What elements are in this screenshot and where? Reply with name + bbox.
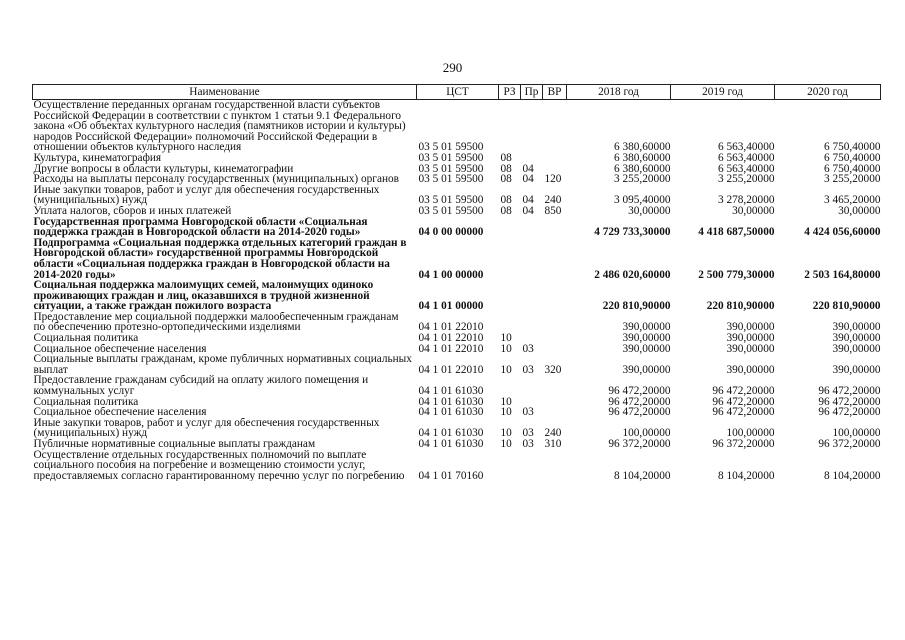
row-value-2019: 96 472,20000 — [712, 385, 775, 397]
row-vr — [543, 280, 567, 312]
row-value-2020: 96 472,20000 — [818, 407, 881, 418]
row-value-2020: 8 104,20000 — [824, 469, 881, 482]
table-row — [33, 407, 881, 418]
row-value-2018: 6 380,60000 — [614, 152, 671, 164]
row-cst: 03 5 01 59500 — [418, 152, 484, 164]
row-name: Осуществление отдельных государственных полномочий по выплате социального пособия на погребение и возмещению стоимости услуг, предоставляемых согласно гарантированному перечню услуг по погребению — [33, 449, 405, 482]
row-name: Социальная политика — [33, 396, 139, 408]
row-value-2020: 4 424 056,60000 — [804, 226, 881, 238]
row-vr — [543, 100, 567, 153]
row-cst: 03 5 01 59500 — [418, 163, 484, 175]
row-cst: 04 1 01 61030 — [418, 407, 484, 418]
table-row — [33, 397, 881, 408]
table-row — [33, 375, 881, 396]
row-pr — [521, 450, 543, 482]
row-name: Осуществление переданных органам государственной власти субъектов Российской Федерации в соответствии с пунктом 1 статьи 9.1 Федерального закона «Об объектах культурного наследия (памятников истории и культуры) народов Российской Федерации» полномочий Российской Федерации в отношении объектов культурного наследия — [33, 99, 406, 153]
budget-table — [32, 84, 881, 481]
row-rz: 10 — [500, 363, 512, 376]
row-value-2019: 390,00000 — [726, 333, 775, 344]
table-row — [33, 439, 881, 450]
row-value-2020: 3 465,20000 — [824, 194, 881, 206]
table-row — [33, 164, 881, 175]
row-value-2019: 96 472,20000 — [712, 407, 775, 418]
row-value-2018: 6 380,60000 — [614, 141, 671, 153]
row-vr — [543, 450, 567, 482]
row-rz — [499, 238, 521, 280]
row-cst: 04 1 00 00000 — [418, 268, 484, 281]
header-name: Наименование — [33, 85, 417, 100]
row-vr — [543, 397, 567, 408]
table-body — [33, 100, 881, 482]
table-row — [33, 153, 881, 164]
row-name: Расходы на выплаты персоналу государственных (муниципальных) органов — [33, 174, 399, 185]
row-rz: 10 — [500, 439, 512, 450]
header-2019: 2019 год — [671, 85, 775, 100]
row-rz: 08 — [500, 163, 512, 175]
row-pr: 04 — [522, 205, 534, 217]
row-name: Социальное обеспечение населения — [33, 343, 207, 355]
row-value-2020: 96 472,20000 — [818, 385, 881, 397]
row-value-2019: 8 104,20000 — [718, 469, 775, 482]
row-vr — [543, 153, 567, 164]
row-value-2018: 96 372,20000 — [608, 439, 671, 450]
row-vr — [543, 238, 567, 280]
row-value-2019: 100,00000 — [726, 427, 775, 439]
row-value-2020: 390,00000 — [832, 333, 881, 344]
row-vr: 850 — [544, 205, 562, 217]
row-pr — [521, 217, 543, 238]
row-vr — [543, 333, 567, 344]
row-cst: 04 1 01 70160 — [418, 469, 484, 482]
row-name: Социальная политика — [33, 333, 139, 344]
row-vr — [543, 217, 567, 238]
row-pr — [521, 238, 543, 280]
row-value-2018: 390,00000 — [622, 343, 671, 355]
row-rz — [499, 450, 521, 482]
page-number: 290 — [442, 60, 463, 75]
row-pr — [521, 397, 543, 408]
table-row — [33, 312, 881, 333]
row-name: Государственная программа Новгородской области «Социальная поддержка граждан в Новгородской области на 2014-2020 годы» — [33, 216, 368, 238]
row-name: Социальные выплаты гражданам, кроме публичных нормативных социальных выплат — [33, 354, 412, 376]
row-value-2019: 220 810,90000 — [706, 300, 775, 312]
row-cst: 04 1 01 00000 — [418, 300, 484, 312]
row-cst: 04 1 01 22010 — [418, 343, 484, 355]
row-vr — [543, 164, 567, 175]
row-value-2020: 6 750,40000 — [824, 141, 881, 153]
row-pr: 03 — [522, 439, 534, 450]
row-vr: 240 — [544, 194, 562, 206]
row-cst: 04 1 01 22010 — [418, 333, 484, 344]
table-row — [33, 206, 881, 217]
row-pr: 04 — [522, 194, 534, 206]
row-rz — [499, 312, 521, 333]
row-vr: 310 — [544, 439, 562, 450]
row-cst: 04 0 00 00000 — [418, 226, 484, 238]
row-value-2019: 6 563,40000 — [718, 141, 775, 153]
table-row — [33, 354, 881, 375]
row-value-2020: 30,00000 — [838, 205, 881, 217]
row-cst: 04 1 01 61030 — [418, 385, 484, 397]
row-cst: 04 1 01 61030 — [418, 396, 484, 408]
row-value-2018: 30,00000 — [628, 205, 671, 217]
row-vr: 320 — [544, 363, 562, 376]
row-rz: 08 — [500, 194, 512, 206]
row-cst: 03 5 01 59500 — [418, 174, 484, 185]
row-value-2020: 3 255,20000 — [824, 174, 881, 185]
row-name: Подпрограмма «Социальная поддержка отдельных категорий граждан в Новгородской области» государственной программы Новгородской области «Социальная поддержка граждан в Новгородской области на 2014-2020 годы» — [33, 237, 407, 281]
table-row — [33, 344, 881, 355]
table-row — [33, 217, 881, 238]
row-rz: 10 — [500, 343, 512, 355]
row-pr — [521, 312, 543, 333]
row-cst: 04 1 01 61030 — [418, 439, 484, 450]
row-value-2019: 96 472,20000 — [712, 396, 775, 408]
row-vr: 240 — [544, 427, 562, 439]
row-pr: 03 — [522, 343, 534, 355]
row-vr — [543, 344, 567, 355]
row-value-2018: 3 255,20000 — [614, 174, 671, 185]
row-name: Культура, кинематография — [33, 152, 162, 164]
row-name: Другие вопросы в области культуры, кинематографии — [33, 163, 294, 175]
row-value-2018: 2 486 020,60000 — [594, 268, 671, 281]
row-value-2019: 390,00000 — [726, 343, 775, 355]
row-rz — [499, 375, 521, 396]
row-cst: 04 1 01 22010 — [418, 321, 484, 334]
row-value-2020: 6 750,40000 — [824, 152, 881, 164]
table-row — [33, 280, 881, 312]
row-name: Иные закупки товаров, работ и услуг для обеспечения государственных (муниципальных) нужд — [33, 184, 380, 206]
row-name: Предоставление гражданам субсидий на оплату жилого помещения и коммунальных услуг — [33, 375, 369, 397]
row-name: Публичные нормативные социальные выплаты гражданам — [33, 439, 316, 450]
row-value-2020: 390,00000 — [832, 321, 881, 334]
row-name: Социальное обеспечение населения — [33, 407, 207, 418]
row-pr: 04 — [522, 174, 534, 185]
row-value-2020: 96 472,20000 — [818, 396, 881, 408]
row-value-2019: 3 278,20000 — [718, 194, 775, 206]
row-value-2020: 6 750,40000 — [824, 163, 881, 175]
row-value-2018: 8 104,20000 — [614, 469, 671, 482]
row-rz: 08 — [500, 205, 512, 217]
row-name: Уплата налогов, сборов и иных платежей — [33, 205, 232, 217]
row-value-2020: 96 372,20000 — [818, 439, 881, 450]
table-header-row — [33, 85, 881, 100]
table-row — [33, 418, 881, 439]
row-value-2018: 96 472,20000 — [608, 396, 671, 408]
row-pr: 03 — [522, 427, 534, 439]
row-name: Социальная поддержка малоимущих семей, малоимущих одиноко проживающих граждан и лиц, оказавшихся в трудной жизненной ситуации, а также граждан пожилого возраста — [33, 280, 374, 312]
row-pr — [521, 375, 543, 396]
row-value-2019: 390,00000 — [726, 363, 775, 376]
row-value-2018: 390,00000 — [622, 363, 671, 376]
header-pr: Пр — [521, 85, 543, 100]
header-2020: 2020 год — [775, 85, 881, 100]
row-cst: 03 5 01 59500 — [418, 141, 484, 153]
row-value-2020: 390,00000 — [832, 363, 881, 376]
row-rz — [499, 100, 521, 153]
header-vr: ВР — [543, 85, 567, 100]
row-value-2018: 220 810,90000 — [602, 300, 671, 312]
row-rz: 10 — [500, 407, 512, 418]
row-value-2018: 96 472,20000 — [608, 407, 671, 418]
table-row — [33, 238, 881, 280]
row-vr — [543, 375, 567, 396]
row-value-2018: 4 729 733,30000 — [594, 226, 671, 238]
row-name: Предоставление мер социальной поддержки малообеспеченным гражданам по обеспечению протезно-ортопедическими изделиями — [33, 311, 399, 334]
header-cst: ЦСТ — [417, 85, 499, 100]
row-name: Иные закупки товаров, работ и услуг для обеспечения государственных (муниципальных) нужд — [33, 417, 380, 439]
row-pr: 04 — [522, 163, 534, 175]
row-value-2018: 96 472,20000 — [608, 385, 671, 397]
row-value-2019: 4 418 687,50000 — [698, 226, 775, 238]
row-rz: 10 — [500, 427, 512, 439]
row-pr: 03 — [522, 363, 534, 376]
row-rz — [499, 217, 521, 238]
row-pr — [521, 100, 543, 153]
row-vr — [543, 407, 567, 418]
header-rz: РЗ — [499, 85, 521, 100]
row-pr — [521, 333, 543, 344]
row-rz — [499, 280, 521, 312]
row-pr — [521, 153, 543, 164]
row-value-2020: 2 503 164,80000 — [804, 268, 881, 281]
row-value-2019: 2 500 779,30000 — [698, 268, 775, 281]
row-cst: 03 5 01 59500 — [418, 194, 484, 206]
table-row — [33, 100, 881, 153]
row-vr: 120 — [544, 174, 562, 185]
row-value-2019: 96 372,20000 — [712, 439, 775, 450]
table-row — [33, 450, 881, 482]
row-cst: 04 1 01 61030 — [418, 427, 484, 439]
row-rz: 10 — [500, 396, 512, 408]
row-value-2019: 6 563,40000 — [718, 152, 775, 164]
row-value-2018: 390,00000 — [622, 333, 671, 344]
row-value-2020: 220 810,90000 — [812, 300, 881, 312]
header-2018: 2018 год — [567, 85, 671, 100]
row-value-2018: 6 380,60000 — [614, 163, 671, 175]
row-vr — [543, 312, 567, 333]
row-value-2020: 100,00000 — [832, 427, 881, 439]
row-value-2020: 390,00000 — [832, 343, 881, 355]
row-value-2019: 3 255,20000 — [718, 174, 775, 185]
row-cst: 04 1 01 22010 — [418, 363, 484, 376]
row-rz: 08 — [500, 152, 512, 164]
row-value-2019: 390,00000 — [726, 321, 775, 334]
table-row — [33, 174, 881, 185]
row-value-2018: 100,00000 — [622, 427, 671, 439]
row-value-2018: 3 095,40000 — [614, 194, 671, 206]
table-row — [33, 333, 881, 344]
row-value-2019: 30,00000 — [732, 205, 775, 217]
row-rz: 10 — [500, 333, 512, 344]
row-pr — [521, 280, 543, 312]
table-row — [33, 185, 881, 206]
row-cst: 03 5 01 59500 — [418, 205, 484, 217]
row-rz: 08 — [500, 174, 512, 185]
row-pr: 03 — [522, 407, 534, 418]
row-value-2019: 6 563,40000 — [718, 163, 775, 175]
row-value-2018: 390,00000 — [622, 321, 671, 334]
